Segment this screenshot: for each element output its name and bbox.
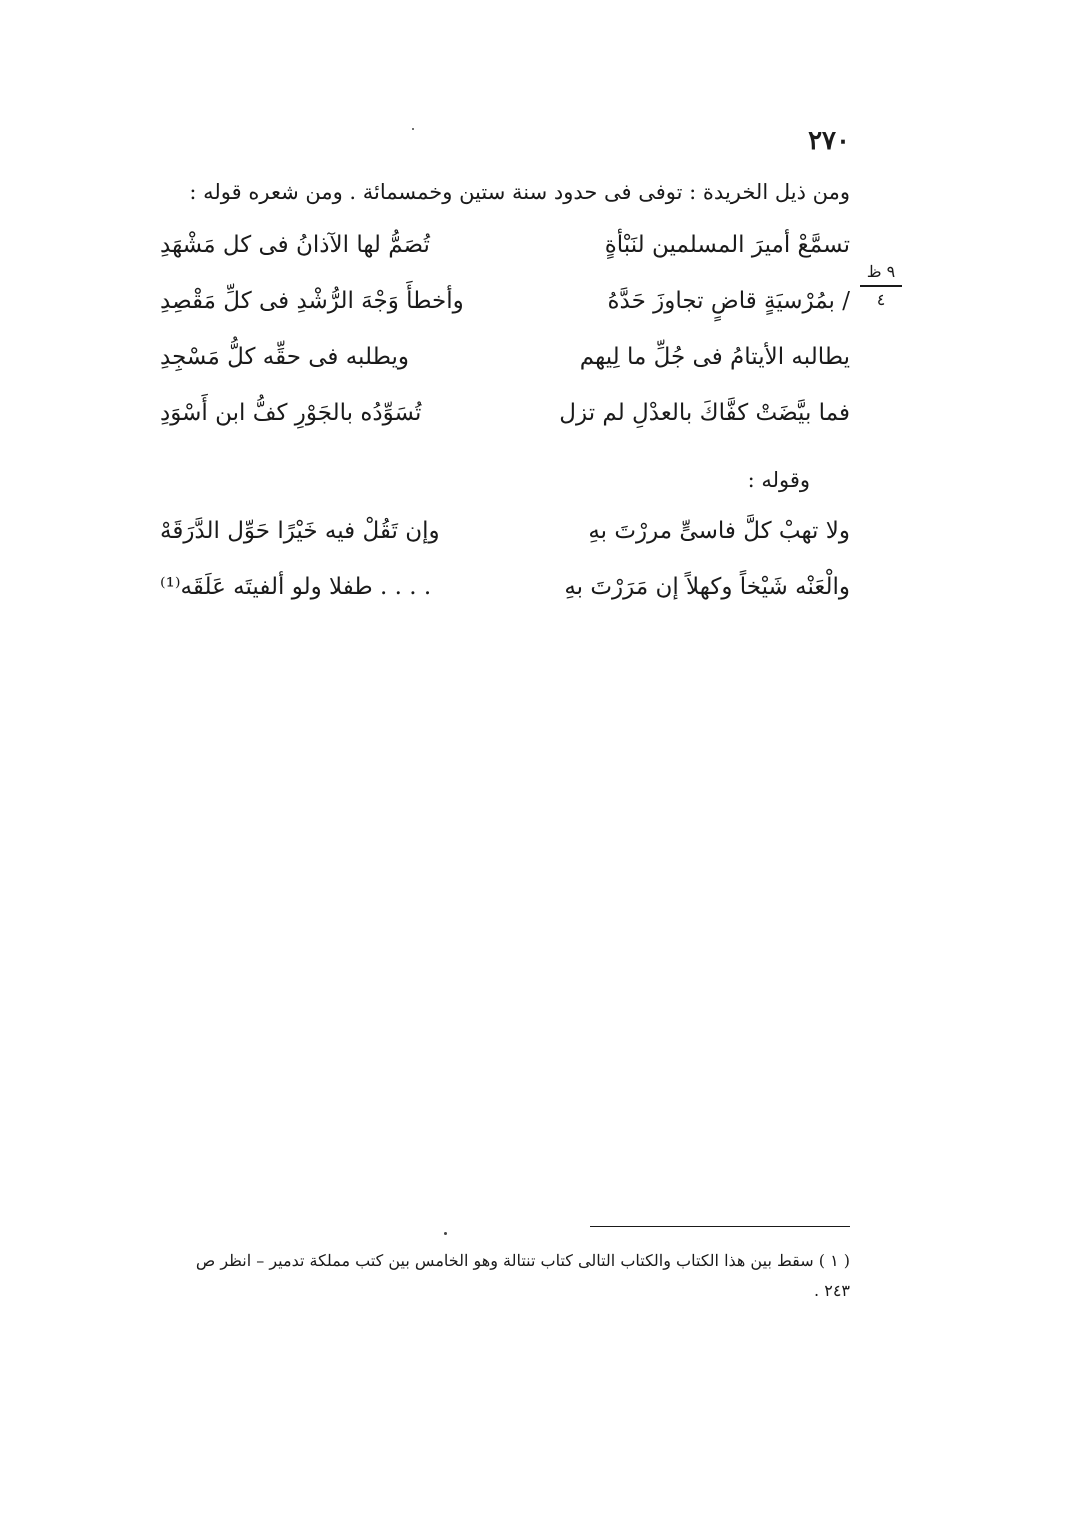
footnote: ( ١ ) سقط بين هذا الكتاب والكتاب التالى كتاب تنتالة وهو الخامس بين كتب مملكة تدمير – انظر ص ٢٤٣ . [195,1251,850,1300]
verse [160,288,850,344]
verse-first-hemistich: يطالبه الأيتامُ فى جُلِّ ما لِيهم [579,344,850,370]
footnote-separator [590,1226,850,1227]
verse [160,232,850,288]
verse-first-hemistich: والْعَنْه شَيْخاً وكهلاً إن مَرَرْتَ بهِ [564,574,850,600]
poem-first [160,232,850,456]
section-label: وقوله : [747,468,810,492]
margin-folio-note [856,262,906,310]
verse-first-hemistich: فما بيَّضَتْ كفَّاكَ بالعدْلِ لم تزل [559,400,850,426]
verse-second-hemistich: وإن تَقُلْ فيه خَيْرًا حَوِّل الدَّرَقَهْ [160,518,440,544]
verse-first-hemistich: ولا تهبْ كلَّ فاسىٍّ مررْتَ بهِ [588,518,850,544]
verse [160,400,850,456]
verse [160,518,850,574]
verse-second-hemistich: وأخطأَ وَجْهَ الرُّشْدِ فى كلِّ مَقْصِدِ [160,288,464,314]
poem-second [160,518,850,630]
margin-note-top: ٩ ظ [866,262,896,281]
verse-second-hemistich: تُسَوِّدُه بالجَوْرِ كفُّ ابن أَسْوَدِ [160,400,422,426]
page-number: ٢٧٠ [808,126,850,156]
verse-first-hemistich: تسمَّعْ أميرَ المسلمين لنَبْأةٍ [604,232,850,258]
verse-first-hemistich: / بمُرْسيَةٍ قاضٍ تجاوزَ حَدَّهُ [607,288,850,314]
margin-note-rule [860,285,902,287]
intro-line: ومن ذيل الخريدة : توفى فى حدود سنة ستين وخمسمائة . ومن شعره قوله : [189,180,850,204]
verse-second-hemistich: تُصَمُّ لها الآذانُ فى كل مَشْهَدِ [160,232,430,258]
scan-speck [412,128,414,130]
verse-second-hemistich: . . . . طفلا ولو ألفيتَه عَلَقَه⁽¹⁾ [160,574,432,600]
margin-note-bottom: ٤ [876,290,886,309]
verse [160,344,850,400]
scan-speck [444,1232,447,1235]
verse-second-hemistich: ويطلبه فى حقِّه كلُّ مَسْجِدِ [160,344,409,370]
verse [160,574,850,630]
